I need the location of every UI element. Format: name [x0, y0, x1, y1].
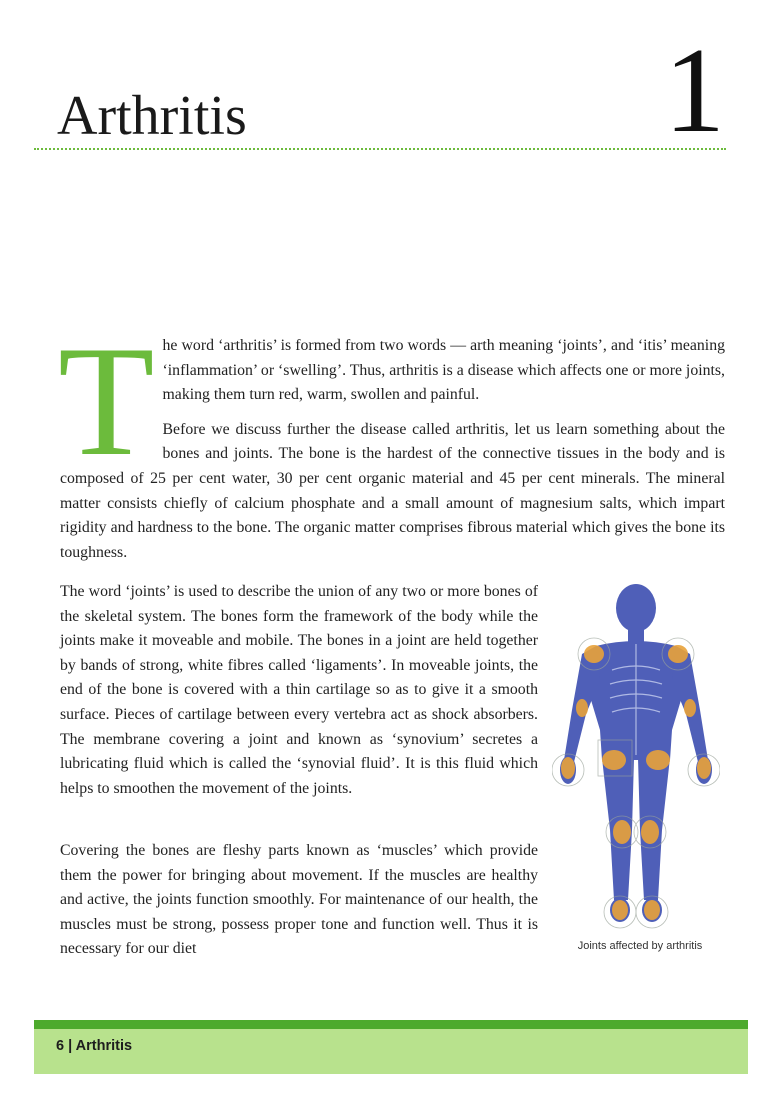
title-divider [34, 148, 726, 150]
page-number: 6 [56, 1038, 65, 1054]
figure-caption: Joints affected by arthritis [577, 940, 703, 952]
intro-section [58, 314, 725, 575]
footer-separator: | [68, 1038, 73, 1054]
joints-paragraph: The word ‘joints’ is used to describe the union of any two or more bones of the skeletal system. The bones form the framework of the body while the joints make it moveable and mobile. The bones in a joint are held together by bands of strong, white fibres called ‘ligaments’. In moveable joints, the end of the bone is covered with a thin cartilage so as to give it a smooth surface. Pieces of cartilage between every vertebra act as shock absorbers. The membrane covering a joint and known as ‘synovium’ secretes a lubricating fluid which is called the ‘synovial fluid’. It is this fluid which helps to smoothen the movement of the joints. [60, 583, 538, 797]
intro-paragraph-1-text: he word ‘arthritis’ is formed from two words — arth meaning ‘joints’, and ‘itis’ meaning ‘inflammation’ or ‘swelling’. Thus, arthritis is a disease which affects one or more joints, making them turn red, warm, swollen and painful. [162, 337, 725, 404]
footer-stripe [34, 1020, 748, 1029]
body-joints-illustration [552, 580, 720, 960]
human-body-figure [552, 580, 720, 935]
intro-paragraph-1 [58, 314, 725, 489]
running-title: Arthritis [75, 1038, 133, 1054]
intro-paragraph-2: Before we discuss further the disease called arthritis, let us learn something about the bones and joints. The bone is the hardest of the connective tissues in the body and is composed of 25 per cent water, 30 per cent organic material and 45 per cent minerals. The mineral matter consists chiefly of calcium phosphate and a small amount of magnesium salts, which impart rigidity and hardness to the bone. The organic matter comprises fibrous material which gives the bone its toughness. [60, 420, 725, 561]
chapter-title: Arthritis [57, 85, 247, 147]
muscles-paragraph: Covering the bones are fleshy parts known as ‘muscles’ which provide them the power for bringing about movement. If the muscles are healthy and active, the joints function smoothly. For maintenance of our health, the muscles must be strong, possess proper tone and function well. Thus it is necessary for our diet [60, 842, 538, 958]
page-footer [34, 1020, 748, 1074]
footer-text [56, 1038, 132, 1054]
drop-cap: T [58, 314, 155, 489]
chapter-number: 1 [664, 23, 725, 158]
